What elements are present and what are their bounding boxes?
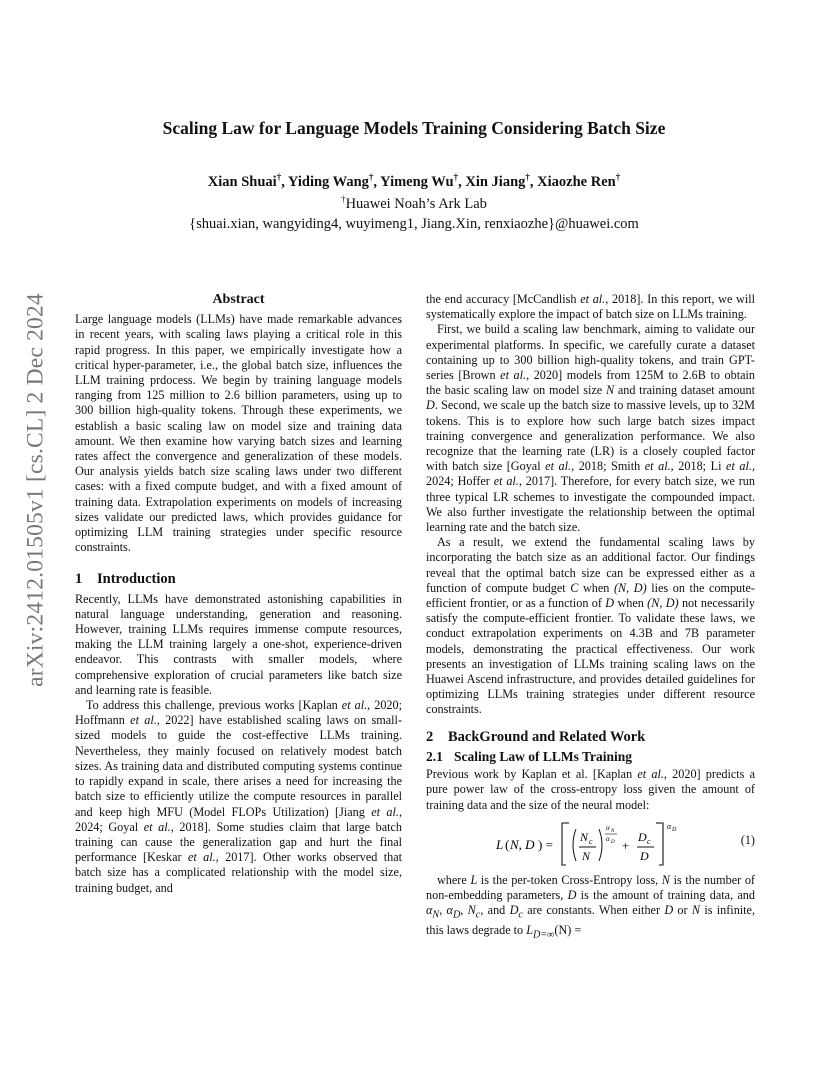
- math-symbol: L: [470, 872, 478, 887]
- section-title: Introduction: [97, 571, 176, 588]
- svg-text:D: D: [640, 848, 649, 863]
- text-run: , 2024; Goyal: [75, 804, 402, 834]
- background-paragraph-2: [426, 873, 755, 943]
- citation-etal: et al.: [637, 767, 664, 782]
- abstract-heading: Abstract: [212, 292, 265, 307]
- citation-etal: et al.: [187, 850, 216, 865]
- author-name: Xian Shuai: [207, 174, 277, 190]
- citation-etal: et al.: [580, 292, 606, 306]
- text-run: is the number of non-embedding parameters,: [426, 872, 755, 902]
- affiliation-mark: †: [368, 172, 374, 183]
- section-title: BackGround and Related Work: [448, 728, 646, 745]
- text-run: where: [437, 872, 471, 887]
- left-column: [75, 292, 402, 896]
- text-run: and training dataset amount: [614, 383, 755, 398]
- text-run: , 2020] models from 125M to 2.6B to obtain the basic scaling law on model size: [426, 368, 756, 398]
- section-heading: [75, 572, 402, 587]
- svg-text:L: L: [496, 836, 504, 852]
- text-run: , and: [480, 903, 510, 918]
- author-separator: ,: [281, 174, 288, 190]
- math-subscript: c: [475, 909, 481, 921]
- text-run: . Second, we scale up the batch size to massive levels, up to 32M tokens. This is to explore how such large batch sizes impact training convergence and generalization performance. We also recognize that the learning rate (LR) is a closely coupled factor with batch size [Goyal: [426, 398, 755, 474]
- math-symbol: N: [605, 383, 615, 398]
- citation-etal: et al.: [545, 459, 572, 474]
- svg-text:c: c: [647, 836, 651, 846]
- math-subscript: D: [452, 909, 461, 921]
- citation-etal: et al.: [493, 474, 519, 489]
- svg-text:D: D: [638, 829, 647, 844]
- arxiv-sidebar: [18, 290, 54, 690]
- math-symbol: α: [446, 903, 453, 918]
- author-name: Xin Jiang: [465, 174, 526, 190]
- svg-text:) =: ) =: [538, 836, 553, 852]
- math-symbol: (N, D): [647, 596, 679, 611]
- paper-title: Scaling Law for Language Models Training Considering Batch Size: [162, 118, 666, 138]
- intro-paragraph-2: [75, 698, 402, 896]
- citation-etal: et al.: [143, 819, 171, 834]
- intro-paragraph-3: [426, 292, 755, 322]
- svg-text:+: +: [622, 837, 630, 853]
- section-heading: [426, 730, 755, 745]
- math-symbol: α: [426, 903, 433, 918]
- equation-number: (1): [740, 832, 755, 847]
- author-name: Xiaozhe Ren: [537, 174, 616, 190]
- author-separator: ,: [373, 174, 381, 190]
- text-run: To address this challenge, previous works [Kaplan: [86, 698, 342, 713]
- section-number: 1: [75, 571, 83, 588]
- text-run: , 2017]. Therefore, for every batch size, we run three typical LR schemes to investigate the compounded impact. We also further investigate the relationship between the optimal learning rate and the batch size.: [426, 474, 755, 535]
- math-symbol: C: [570, 580, 579, 595]
- text-run: , 2024; Hoffer: [426, 459, 755, 489]
- text-run: lies on the compute-efficient frontier, or as a function of: [426, 580, 755, 611]
- text-run: , 2018]. Some studies claim that large batch training can cause the generalization gap and hurt the final performance [Keskar: [75, 819, 402, 865]
- right-column: [426, 292, 755, 942]
- subsection-number: 2.1: [426, 748, 443, 764]
- subsection-heading: [426, 749, 755, 764]
- svg-text:D: D: [672, 826, 677, 833]
- author-separator: ,: [529, 174, 538, 190]
- text-run: Previous work by Kaplan et al. [Kaplan: [426, 767, 638, 782]
- svg-text:α: α: [667, 821, 672, 831]
- math-symbol: D: [426, 398, 435, 413]
- text-run: is infinite, this laws degrade to: [426, 903, 756, 937]
- affiliation-mark: †: [453, 172, 459, 183]
- text-run: ,: [460, 903, 468, 918]
- author-name: Yiding Wang: [287, 174, 369, 190]
- citation-etal: et al.: [726, 459, 752, 474]
- loss-formula: [496, 819, 716, 869]
- citation-etal: et al.: [371, 804, 399, 819]
- affiliation-mark: †: [276, 172, 282, 183]
- author-separator: ,: [458, 174, 466, 190]
- text-run: (N) =: [554, 922, 582, 937]
- math-symbol: D: [664, 903, 674, 918]
- svg-text:N: N: [611, 828, 615, 834]
- svg-text:(: (: [505, 836, 510, 852]
- svg-text:α: α: [606, 834, 610, 843]
- affiliation-mark: †: [341, 194, 346, 205]
- text-run: is the amount of training data, and: [576, 887, 755, 902]
- text-run: , 2018]. In this report, we will systematically explore the impact of batch size on LLMs training.: [426, 292, 756, 322]
- svg-text:N, D: N, D: [510, 836, 535, 852]
- text-run: not necessarily satisfy the compute-efficient frontier. To validate these laws, we conduct extrapolation experiments on 4.3B and 7B parameter models, demonstrating the practical effectiveness. Our work presents an investigation of LLMs training scaling laws on the Huawei Ascend infrastructure, and provides detailed guidelines for optimizing LLMs training strategies under different resource constraints.: [426, 596, 755, 717]
- text-run: As a result, we extend the fundamental scaling laws by incorporating the batch size as an additional factor. Our findings reveal that the optimal batch size can be expressed either as a function of compute budget: [426, 535, 755, 595]
- abstract-text: Large language models (LLMs) have made remarkable advances in recent years, with scaling laws playing a critical role in this rapid progress. In this paper, we empirically investigate how a critical hyper-parameter, i.e., the global batch size, influences the LLM training prdocess. We begin by training language models ranging from 125 million to 2.6 billion parameters, using up to 300 billion high-quality tokens. Through these experiments, we establish a basic scaling law on model size and training data amount. We then examine how varying batch sizes and learning rates affect the convergence and generalization of these models. Our analysis yields batch size scaling laws under two different cases: with a fixed compute budget, and with a fixed amount of training data. Extrapolation experiments on models of increasing sizes validate our predicted laws, which provides guidance for optimizing LLM training strategies under specific resource constraints.: [75, 312, 402, 555]
- math-symbol: L: [526, 922, 533, 937]
- text-run: , 2022] have established scaling laws on small-sized models to guide the cost-effective LLMs training. Nevertheless, they mainly focused on relatively modest batch sizes. As training data and distributed computing systems continue to rapidly expand in scale, there arises a need for increasing the batch size to efficiently utilize the compute resources in parallel and keep high MFU (Model FLOPs Utilization) [Jiang: [75, 713, 403, 819]
- affiliation-mark: †: [615, 172, 621, 183]
- math-symbol: N: [691, 903, 701, 918]
- text-run: when: [578, 580, 614, 595]
- math-subscript: N: [432, 909, 440, 921]
- equation-1: [426, 817, 755, 869]
- text-run: ,: [439, 903, 447, 918]
- subsection-title: Scaling Law of LLMs Training: [454, 748, 633, 764]
- affiliation-mark: †: [525, 172, 530, 183]
- text-run: , 2020] predicts a pure power law of the cross-entropy loss given the amount of training data and the size of the neural model:: [426, 767, 755, 812]
- math-symbol: D: [509, 903, 519, 918]
- text-run: , 2018; Li: [670, 459, 727, 474]
- background-paragraph-1: [426, 767, 755, 813]
- affiliation: [0, 196, 828, 213]
- author-name: Yimeng Wu: [380, 174, 454, 190]
- text-run: are constants. When either: [522, 903, 665, 918]
- text-run: when: [614, 596, 648, 611]
- math-subscript: c: [518, 909, 523, 921]
- affiliation-text: Huawei Noah’s Ark Lab: [345, 196, 487, 212]
- author-emails: {shuai.xian, wangyiding4, wuyimeng1, Jiang.Xin, renxiaozhe}@huawei.com: [189, 216, 639, 232]
- math-symbol: D: [605, 596, 615, 611]
- intro-paragraph-1: Recently, LLMs have demonstrated astonishing capabilities in natural language understanding, generation and reasoning. However, training LLMs requires immense compute resources, making the LLM training largely a one-shot, experience-driven endeavor. This contrasts with smaller models, where comprehensive exploration of crucial parameters like batch size and learning rate is feasible.: [75, 591, 402, 697]
- math-symbol: N: [467, 903, 476, 918]
- citation-etal: et al.: [341, 698, 368, 713]
- intro-paragraph-4: [426, 322, 755, 535]
- arxiv-identifier: arXiv:2412.01505v1 [cs.CL] 2 Dec 2024: [22, 293, 49, 687]
- svg-text:N: N: [582, 848, 591, 863]
- text-run: or: [673, 903, 692, 918]
- citation-etal: et al.: [130, 713, 157, 728]
- svg-text:c: c: [589, 836, 593, 846]
- text-run: the end accuracy [McCandlish: [426, 292, 581, 306]
- citation-etal: et al.: [644, 459, 671, 474]
- math-subscript: D=∞: [532, 929, 555, 941]
- text-run: , 2020; Hoffmann: [75, 698, 402, 728]
- author-list: [0, 174, 828, 191]
- text-run: is the per-token Cross-Entropy loss,: [477, 872, 662, 887]
- svg-text:α: α: [606, 823, 610, 832]
- text-run: , 2017]. Other works observed that batch size has a complicated relationship with the model size, training budget, and: [75, 850, 402, 895]
- intro-paragraph-5: [426, 535, 755, 717]
- text-run: First, we build a scaling law benchmark, aiming to validate our experimental platforms. In specific, we carefully curate a dataset containing up to 300 billion high-quality tokens, and train GPT-series [Brown: [426, 322, 755, 383]
- section-number: 2: [426, 728, 434, 745]
- text-run: , 2018; Smith: [571, 459, 645, 474]
- math-symbol: N: [661, 872, 670, 887]
- svg-text:N: N: [580, 829, 589, 844]
- svg-text:D: D: [611, 839, 615, 845]
- math-symbol: (N, D): [613, 580, 647, 595]
- citation-etal: et al.: [500, 368, 527, 383]
- math-symbol: D: [567, 887, 577, 902]
